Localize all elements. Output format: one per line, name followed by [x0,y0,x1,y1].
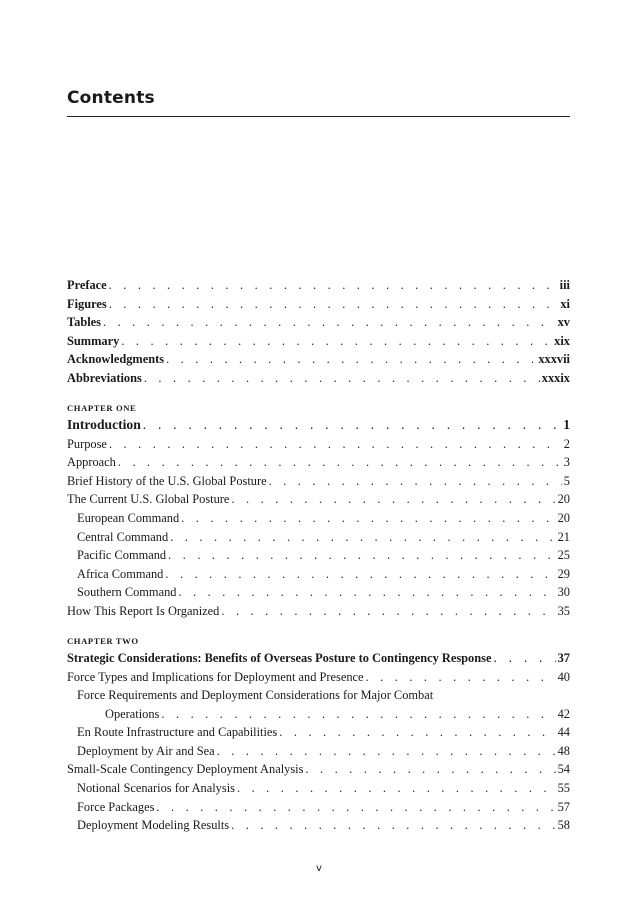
entry-label: En Route Infrastructure and Capabilities [77,725,278,740]
dot-leader [221,602,555,621]
dot-leader [237,779,556,798]
dot-leader [231,490,555,509]
toc-entry-preface[interactable] [67,276,570,295]
dot-leader [168,546,555,565]
entry-label: Central Command [77,529,169,544]
entry-page: 48 [557,743,570,758]
dot-leader [109,435,562,454]
toc-subentry[interactable] [67,509,570,528]
entry-label: European Command [77,510,180,525]
entry-label: Operations [105,706,160,721]
entry-label: How This Report Is Organized [67,603,220,618]
toc-subentry[interactable] [67,798,570,817]
toc-entry-abbreviations[interactable] [67,369,570,388]
entry-page: 1 [563,416,570,432]
dot-leader [161,705,555,724]
entry-page: xix [554,333,570,348]
toc-entry[interactable] [67,435,570,454]
dot-leader [165,565,555,584]
toc-entry-acknowledgments[interactable] [67,350,570,369]
entry-label: Notional Scenarios for Analysis [77,781,235,796]
entry-page: 57 [557,799,570,814]
dot-leader [103,313,556,332]
table-of-contents [67,276,570,835]
entry-page: 20 [557,492,570,507]
toc-entry-figures[interactable] [67,295,570,314]
toc-entry[interactable] [67,472,570,491]
entry-label: Acknowledgments [67,352,165,367]
dot-leader [143,415,561,435]
entry-page: 44 [557,725,570,740]
entry-page: 54 [557,762,570,777]
toc-subentry[interactable] [67,723,570,742]
dot-leader [109,295,559,314]
entry-label: Strategic Considerations: Benefits of Overseas Posture to Contingency Response [67,650,492,665]
toc-chapter-title[interactable] [67,648,570,668]
entry-label: Preface [67,278,107,292]
toc-subentry[interactable] [67,528,570,547]
toc-entry[interactable] [67,602,570,621]
entry-label: Approach [67,455,116,470]
toc-entry[interactable] [67,453,570,472]
entry-label: Deployment by Air and Sea [77,743,215,758]
entry-label: Figures [67,296,107,311]
toc-subentry[interactable] [67,565,570,584]
dot-leader [156,798,555,817]
toc-entry[interactable] [67,490,570,509]
page-title: Contents [67,88,155,108]
entry-label: Purpose [67,436,107,451]
entry-page: xxxvii [538,352,570,367]
entry-page: 42 [557,706,570,721]
entry-page: 25 [557,548,570,563]
entry-page: iii [559,278,570,292]
dot-leader [109,276,558,295]
entry-page: 40 [557,669,570,684]
title-rule [67,116,570,117]
entry-page: xv [557,315,570,330]
entry-label: Africa Command [77,566,164,581]
entry-label: Force Requirements and Deployment Considerations for Major Combat [77,688,434,703]
entry-page: 35 [557,603,570,618]
chapter-label: CHAPTER TWO [67,635,139,646]
entry-label: Tables [67,315,101,330]
entry-page: xi [560,296,570,311]
toc-subentry[interactable] [67,686,570,705]
toc-entry-summary[interactable] [67,332,570,351]
dot-leader [121,332,552,351]
toc-subentry[interactable] [67,546,570,565]
entry-page: 2 [563,436,570,451]
dot-leader [279,723,555,742]
entry-page: 29 [557,566,570,581]
entry-label: Pacific Command [77,548,167,563]
toc-subentry-continuation[interactable] [67,705,570,724]
toc-entry[interactable] [67,760,570,779]
toc-subentry[interactable] [67,779,570,798]
entry-page: 37 [557,650,570,665]
toc-subentry[interactable] [67,583,570,602]
entry-page: 55 [557,781,570,796]
dot-leader [144,369,540,388]
toc-entry[interactable] [67,668,570,687]
entry-page: 58 [557,818,570,833]
entry-label: Southern Command [77,585,177,600]
page-number: v [316,863,322,874]
entry-label: Deployment Modeling Results [77,818,230,833]
toc-subentry[interactable] [67,816,570,835]
entry-page: 3 [563,455,570,470]
entry-page: xxxix [541,370,570,385]
entry-label: Summary [67,333,120,348]
entry-label: Force Types and Implications for Deployment and Presence [67,669,364,684]
entry-label: Abbreviations [67,370,142,385]
dot-leader [181,509,555,528]
dot-leader [118,453,562,472]
toc-subentry[interactable] [67,742,570,761]
entry-page: 5 [563,473,570,488]
toc-entry-tables[interactable] [67,313,570,332]
entry-label: Small-Scale Contingency Deployment Analysis [67,762,304,777]
entry-label: Brief History of the U.S. Global Posture [67,473,267,488]
dot-leader [178,583,555,602]
dot-leader [231,816,555,835]
entry-page: 30 [557,585,570,600]
chapter-label: CHAPTER ONE [67,402,137,413]
dot-leader [217,742,556,761]
toc-chapter-title[interactable] [67,415,570,435]
entry-page: 21 [557,529,570,544]
entry-label: The Current U.S. Global Posture [67,492,230,507]
entry-label: Introduction [67,416,141,432]
dot-leader [269,472,562,491]
entry-label: Force Packages [77,799,155,814]
dot-leader [366,668,556,687]
dot-leader [166,350,536,369]
dot-leader [493,648,555,668]
entry-page: 20 [557,510,570,525]
dot-leader [305,760,555,779]
dot-leader [170,528,555,547]
